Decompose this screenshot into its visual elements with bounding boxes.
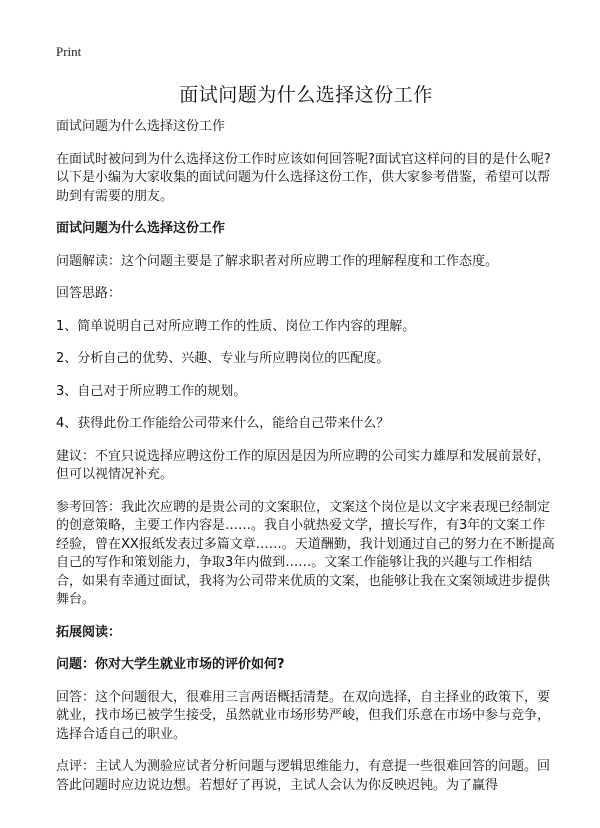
intro-paragraph: 在面试时被问到为什么选择这份工作时应该如何回答呢?面试官这样问的目的是什么呢?以下是小编为大家收集的面试问题为什么选择这份工作，供大家参考借鉴，希望可以帮助到有需要的朋友。 bbox=[56, 151, 551, 204]
advice-paragraph: 建议：不宜只说选择应聘这份工作的原因是因为所应聘的公司实力雄厚和发展前景好，但可以视情况补充。 bbox=[56, 448, 551, 482]
article-body bbox=[56, 118, 556, 809]
approach-point-3: 3、自己对于所应聘工作的规划。 bbox=[56, 383, 247, 399]
extended-reading-heading: 拓展阅读： bbox=[56, 624, 122, 640]
sample-answer-paragraph: 参考回答：我此次应聘的是贵公司的文案职位，文案这个岗位是以文字来表现已经制定的创意策略，主要工作内容是……。我自小就热爱文学，擅长写作，有3年的文案工作经验，曾在XX报纸发表过多篇文章……。天道酬勤，我计划通过自己的努力在不断提高自己的写作和策划能力，争取3年内做到……。文案工作能够让我的兴趣与工作相结合，如果有幸通过面试，我将为公司带来优质的文案，也能够让我在文案领域进步提供舞台。 bbox=[56, 499, 555, 607]
approach-point-1: 1、简单说明自己对所应聘工作的性质、岗位工作内容的理解。 bbox=[56, 318, 416, 334]
intro-line: 面试问题为什么选择这份工作 bbox=[56, 119, 226, 134]
answer-paragraph: 回答：这个问题很大，很难用三言两语概括清楚。在双向选择，自主择业的政策下，要就业，找市场已被学生接受，虽然就业市场形势严峻，但我们乐意在市场中参与竞争，选择合适自己的职业。 bbox=[56, 689, 551, 742]
question-heading: 问题：你对大学生就业市场的评价如何? bbox=[56, 657, 285, 672]
comment-paragraph: 点评：主试人为测验应试者分析问题与逻辑思维能力，有意提一些很难回答的问题。回答此问题时应边说边想。若想好了再说，主试人会认为你反映迟钝。为了赢得 bbox=[56, 759, 551, 793]
print-link[interactable]: Print bbox=[56, 44, 82, 59]
section-heading: 面试问题为什么选择这份工作 bbox=[56, 221, 226, 236]
page-title: 面试问题为什么选择这份工作 bbox=[179, 84, 433, 106]
approach-point-2: 2、分析自己的优势、兴趣、专业与所应聘岗位的匹配度。 bbox=[56, 351, 390, 366]
question-interpretation: 问题解读：这个问题主要是了解求职者对所应聘工作的理解程度和工作态度。 bbox=[56, 253, 499, 269]
answer-approach-label: 回答思路： bbox=[56, 286, 122, 301]
approach-point-4: 4、获得此份工作能给公司带来什么，能给自己带来什么？ bbox=[56, 416, 390, 431]
